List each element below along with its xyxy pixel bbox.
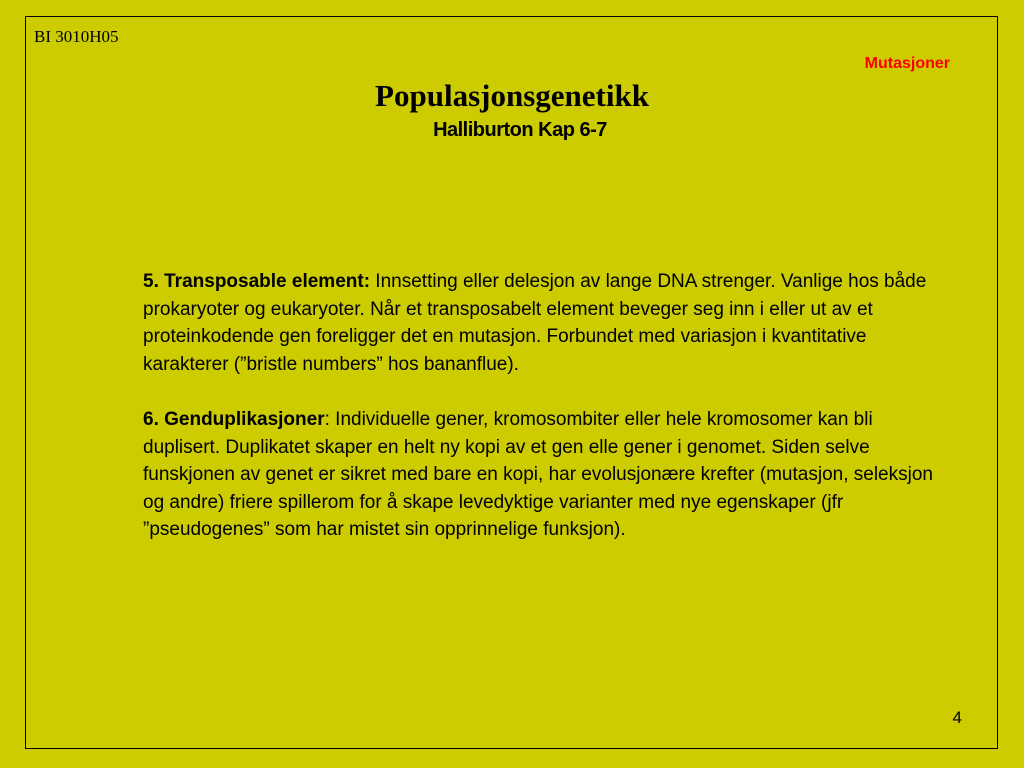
paragraph-transposable-element (143, 268, 943, 378)
paragraph-text: Innsetting eller delesjon av lange DNA strenger. Vanlige hos både prokaryoter og eukaryoter. Når et transposabelt element beveger seg inn i eller ut av et proteinkodende gen foreligger det en mutasjon. Forbundet med variasjon i kvantitative karakterer (”bristle numbers” hos bananflue). (143, 271, 927, 375)
course-code: BI 3010H05 (34, 27, 119, 46)
page-number: 4 (952, 708, 962, 727)
topic-label: Mutasjoner (864, 55, 950, 72)
slide-body (143, 268, 943, 544)
paragraph-genduplikasjoner (143, 406, 943, 544)
slide-subtitle: Halliburton Kap 6-7 (433, 119, 607, 141)
paragraph-text: : Individuelle gener, kromosombiter eller hele kromosomer kan bli duplisert. Duplikatet skaper en helt ny kopi av et gen elle gener i genomet. Siden selve funskjonen av genet er sikret med bare en kopi, har evolusjonære krefter (mutasjon, seleksjon og andre) friere spillerom for å skape levedyktige varianter med nye egenskaper (jfr ”pseudogenes” som har mistet sin opprinnelige funksjon). (143, 409, 933, 540)
slide-title: Populasjonsgenetikk (375, 78, 649, 113)
paragraph-heading: 6. Genduplikasjoner (143, 409, 325, 430)
paragraph-heading: 5. Transposable element: (143, 271, 371, 292)
